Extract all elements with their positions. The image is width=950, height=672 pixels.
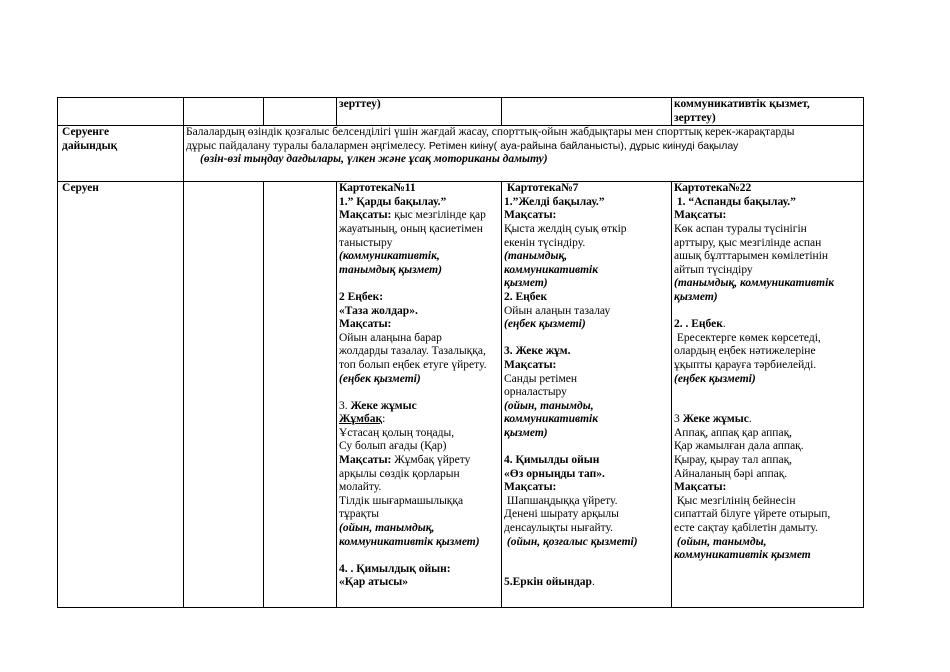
goal-line: молайту.: [339, 481, 382, 494]
item-title: Жеке жұмыс: [350, 399, 417, 412]
punctuation: .: [748, 413, 752, 426]
activity-title: 1.”Желді бақылау.”: [504, 195, 605, 208]
goal-line: жауатының, оның қасиетімен: [339, 222, 483, 235]
prep-line: Балалардың өзіндік қозғалыс белсенділігі үшін жағдай жасау, спорттық-ойын жабдықтары мен спорттық керек-жарақтарды: [186, 126, 795, 139]
table-cell: [264, 182, 337, 608]
goal-line: жолдарды тазалау. Тазалыққа,: [339, 345, 486, 358]
goal-line: [339, 454, 499, 468]
goal-label: Мақсаты:: [674, 209, 727, 222]
game-name: «Өз орныңды тап».: [504, 467, 605, 480]
prep-description-cell: [184, 126, 864, 182]
item-number: 3: [674, 413, 683, 426]
individual-work-title: 3. Жеке жұм.: [504, 345, 571, 358]
prep-text: Ретімен киіну( ауа-райына байланысты), дұрыс киінуді бақылау: [428, 139, 739, 152]
table-cell: [184, 182, 264, 608]
goal-line: Қыс мезгілінің бейнесін: [674, 494, 796, 507]
spacer: [504, 440, 669, 454]
goal-line: Санды ретімен: [504, 372, 577, 385]
activity-type: қызмет): [504, 426, 548, 439]
prep-text: дұрыс пайдалану туралы балалармен әңгімелесу.: [186, 139, 429, 152]
spacer: [504, 549, 669, 563]
activity-type: қызмет): [504, 277, 548, 290]
item-number: 3.: [339, 399, 351, 412]
activity-type: (танымдық,: [504, 250, 568, 263]
activity-title: 1.” Қарды бақылау.”: [339, 195, 447, 208]
table-row-walk: [58, 182, 864, 608]
labor-line: олардың еңбек нәтижелеріне: [674, 345, 816, 358]
walk-plan-cell-3: [672, 182, 864, 608]
activity-type: қызмет): [674, 290, 718, 303]
row-label: Серуен: [62, 182, 99, 195]
activity-title: 1. “Аспанды бақылау.”: [674, 195, 796, 208]
card-number: Картотека№22: [674, 182, 752, 195]
goal-label: Мақсаты:: [674, 481, 727, 494]
poem-line: Қырау, қырау тал аппақ,: [674, 454, 793, 467]
poem-line: Айналаның бәрі аппақ.: [674, 467, 788, 480]
individual-work-title: [674, 413, 861, 427]
goal-line: ашық бұлттарымен көмілетінін: [674, 250, 829, 263]
item-title: Еңбек: [691, 318, 723, 331]
spacer: [339, 386, 499, 400]
goal-line: Шапшаңдыққа үйрету.: [504, 494, 618, 507]
spacer: [674, 386, 861, 400]
riddle-label: Жұмбақ: [339, 413, 383, 426]
riddle-title: [339, 413, 499, 427]
row-label: Серуенге: [62, 126, 110, 139]
poem-line: Аппақ, аппақ қар аппақ,: [674, 426, 793, 439]
activity-type: (еңбек қызметі): [674, 372, 756, 385]
spacer: [339, 549, 499, 563]
goal-label: Мақсаты:: [339, 454, 392, 467]
item-title: 5.Еркін ойындар: [504, 576, 592, 589]
table-row-walk-preparation: [58, 126, 864, 182]
punctuation: .: [591, 576, 595, 589]
punctuation: :: [382, 413, 386, 426]
goal-line: екенін түсіндіру.: [504, 236, 586, 249]
goal-line: арқылы сөздік қорларын: [339, 467, 460, 480]
goal-label: Мақсаты:: [339, 318, 392, 331]
spacer: [504, 563, 669, 577]
goal-line: Денені шырату арқылы: [504, 508, 619, 521]
goal-label: Мақсаты:: [339, 209, 392, 222]
activity-type: (еңбек қызметі): [339, 372, 421, 385]
row-label-cell: [58, 182, 184, 608]
walk-plan-cell-2: [502, 182, 672, 608]
game-title: 4. . Қимылдық ойын:: [339, 562, 451, 575]
table-cell: [502, 98, 672, 126]
walk-plan-cell-1: [337, 182, 502, 608]
labor-title: 2 Еңбек:: [339, 290, 384, 303]
activity-type: (ойын, қозғалыс қызметі): [504, 535, 638, 548]
labor-title: 2. Еңбек: [504, 290, 548, 303]
goal-line: Тілдік шығармашылыққа: [339, 494, 464, 507]
cell-text: зерттеу): [339, 98, 381, 110]
goal-text: қыс мезгілінде қар: [391, 209, 486, 222]
activity-type: коммуникативтік: [504, 413, 599, 426]
activity-type: (ойын, танымды,: [674, 535, 767, 548]
labor-line: Ересектерге көмек көрсетеді,: [674, 331, 821, 344]
goal-label: Мақсаты:: [504, 209, 557, 222]
spacer: [339, 277, 499, 291]
riddle-line: Су болып ағады (Қар): [339, 440, 447, 453]
spacer: [674, 400, 861, 414]
card-number: Картотека№11: [339, 182, 416, 195]
row-label: дайындық: [62, 139, 118, 152]
labor-line: Ойын алаңын тазалау: [504, 304, 611, 317]
goal-line: тұрақты: [339, 508, 379, 521]
goal-line: Ойын алаңына барар: [339, 331, 442, 344]
goal-line: [339, 209, 499, 223]
goal-line: есте сақтау қабілетін дамыту.: [674, 522, 818, 535]
table-cell: [58, 98, 184, 126]
prep-line: [186, 140, 861, 154]
table-cell: [184, 98, 264, 126]
table-cell: [337, 98, 502, 126]
activity-type: танымдық қызмет): [339, 263, 442, 276]
activity-type: (еңбек қызметі): [504, 318, 586, 331]
spacer: [674, 305, 861, 319]
table-cell: [264, 98, 337, 126]
goal-text: Жұмбақ үйрету: [391, 454, 471, 467]
goal-line: Қыста желдің суық өткір: [504, 222, 627, 235]
goal-line: топ болып еңбек етуге үйрету.: [339, 358, 487, 371]
labor-line: ұқыпты қарауға тәрбиелейді.: [674, 358, 817, 371]
goal-line: денсаулықты нығайту.: [504, 522, 614, 535]
cell-text: коммуникативтік қызмет,: [674, 98, 810, 110]
goal-line: орналастыру: [504, 386, 567, 399]
free-games-title: [504, 576, 669, 590]
activity-type: коммуникативтік қызмет: [674, 549, 811, 562]
table-row-continuation: [58, 98, 864, 126]
goal-label: Мақсаты:: [504, 358, 557, 371]
riddle-line: Ұстасаң қолың тоңады,: [339, 426, 455, 439]
spacer: [504, 332, 669, 346]
activity-type: (танымдық, коммуникативтік: [674, 277, 835, 290]
item-title: Жеке жұмыс: [682, 413, 749, 426]
punctuation: .: [722, 318, 726, 331]
activity-type: коммуникативтік: [504, 263, 599, 276]
individual-work-title: [339, 400, 499, 414]
prep-skills: (өзін-өзі тыңдау дағдылары, үлкен және ұсақ моториканы дамыту): [200, 153, 548, 166]
goal-line: Көк аспан туралы түсінігін: [674, 222, 807, 235]
game-name: «Қар атысы»: [339, 576, 409, 589]
goal-line: сипаттай білуге үйрете отырып,: [674, 508, 831, 521]
goal-label: Мақсаты:: [504, 481, 557, 494]
activity-type: (коммуникативтік,: [339, 250, 440, 263]
card-number: Картотека№7: [504, 182, 579, 195]
goal-line: айтып түсіндіру: [674, 263, 753, 276]
daily-plan-table: [57, 97, 864, 608]
poem-line: Қар жамылған дала аппақ.: [674, 440, 804, 453]
game-title: 4. Қимылды ойын: [504, 454, 600, 467]
item-number: 2. .: [674, 318, 692, 331]
goal-line: арттыру, қыс мезгілінде аспан: [674, 236, 822, 249]
cell-text: зерттеу): [674, 111, 716, 124]
labor-title: [674, 318, 861, 332]
table-cell: [672, 98, 864, 126]
row-label-cell: [58, 126, 184, 182]
activity-type: (ойын, танымдық,: [339, 522, 435, 535]
labor-name: «Таза жолдар».: [339, 304, 418, 317]
activity-type: коммуникативтік қызмет): [339, 535, 480, 548]
activity-type: (ойын, танымды,: [504, 399, 594, 412]
goal-line: таныстыру: [339, 236, 393, 249]
